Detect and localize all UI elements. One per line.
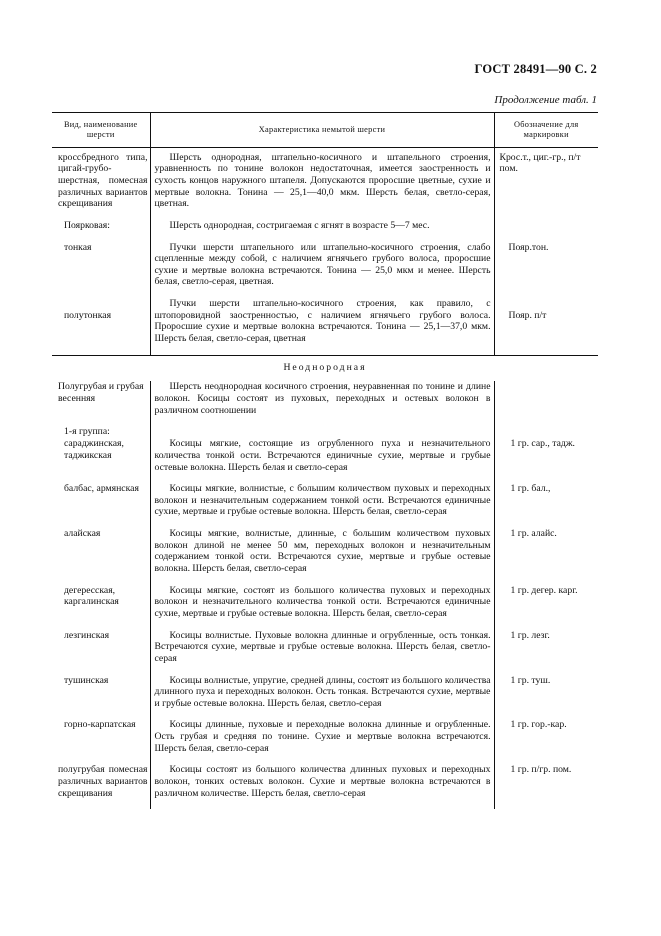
table-row (52, 220, 598, 242)
cell-marking: 1 гр. лезг. (510, 629, 550, 641)
column-header-characteristic: Характеристика немытой шерсти (150, 113, 494, 148)
cell-characteristic (150, 528, 494, 585)
cell-characteristic (150, 675, 494, 720)
table-row (52, 528, 598, 585)
cell-type: балбас, армянская (64, 483, 139, 495)
table-continuation-label: Продолжение табл. 1 (494, 94, 597, 106)
table-row (52, 675, 598, 720)
cell-marking: 1 гр. бал., (510, 483, 551, 495)
cell-marking (494, 220, 598, 242)
wool-characteristics-table (52, 112, 598, 809)
cell-marking: 1 гр. алайс. (510, 528, 557, 540)
cell-characteristic (150, 298, 494, 355)
table-row (52, 585, 598, 630)
table-row (52, 147, 598, 220)
cell-characteristic-text: Шерсть однородная, состригаемая с ягнят в возрасте 5—7 мес. (169, 219, 430, 231)
table-row (52, 764, 598, 809)
cell-characteristic-text: Шерсть неоднородная косичного строения, неуравненная по тонине и длине волокон. Косицы состоят из пуховых, переходных и остевых волокон в различном соотношении (154, 381, 491, 416)
cell-characteristic (150, 630, 494, 675)
cell-type: тонкая (64, 241, 92, 253)
cell-marking: 1 гр. дегер. карг. (510, 584, 578, 596)
table-row (52, 381, 598, 426)
cell-type: тушинская (64, 674, 109, 686)
cell-type: Поярковая: (64, 219, 110, 231)
cell-marking: Крос.т., циг.-гр., п/т пом. (499, 151, 581, 175)
section-heading: Неоднородная (52, 355, 598, 381)
cell-marking: 1 гр. туш. (510, 674, 551, 686)
table-row (52, 426, 598, 483)
cell-characteristic (150, 585, 494, 630)
cell-type: Полугрубая и грубая весенняя (58, 381, 144, 404)
cell-characteristic-text: Пучки шерсти штапельно-косичного строения, как правило, с штопоровидной заостренностью, с наличием ягнячьего грубого волоса. Проросшие сухие и мертвые волокна встречаются. Тонина — 25,1—37,0 мкм. Шерсть белая, светло-серая, цветная (154, 298, 491, 345)
table-row (52, 719, 598, 764)
cell-characteristic-text: Косицы мягкие, волнистые, с большим количеством пуховых и переходных волокон и незначительным содержанием тонкой ости. Встречаются единичные сухие, мертвые и грубые остевые волокна. Шерсть белая, светло-серая (154, 483, 491, 518)
cell-type: алайская (64, 528, 101, 540)
cell-type: горно-карпатская (64, 719, 136, 731)
cell-characteristic-text: Косицы волнистые, упругие, средней длины, состоят из большого количества длинного пуха и переходных волокон. Ость тонкая. Встречаются сухие, мертвые и грубые остевые волокна. Шерсть белая, светло-серая (154, 674, 491, 709)
cell-marking: Пояр. п/т (508, 310, 547, 322)
table-row (52, 242, 598, 299)
column-header-marking: Обозначение для маркировки (494, 113, 598, 148)
cell-type: дегересская, каргалинская (64, 584, 119, 608)
table-header-row (52, 113, 598, 148)
cell-characteristic-text: Косицы волнистые. Пуховые волокна длинные и огрубленные, ость тонкая. Встречаются сухие, мертвые и грубые остевые волокна. Шерсть белая, светло-серая (154, 629, 491, 664)
section-row (52, 355, 598, 381)
cell-marking (494, 381, 598, 426)
table-row (52, 630, 598, 675)
document-header-title: ГОСТ 28491—90 С. 2 (474, 62, 597, 76)
cell-type: полугрубая помесная различных вариантов скрещивания (58, 764, 148, 799)
cell-marking: 1 гр. гор.-кар. (510, 719, 567, 731)
cell-characteristic-text: Косицы мягкие, состоящие из огрубленного пуха и незначительного количества тонкой ости. Встречаются единичные сухие, мертвые и грубые остевые волокна. Шерсть белая и светло-серая (154, 438, 491, 473)
cell-characteristic (150, 220, 494, 242)
cell-characteristic-text: Шерсть однородная, штапельно-косичного и штапельного строения, уравненность по тонине волокон недостаточная, имеется заостренность и сухость концов наружного штапеля. Допускаются проросшие цветные, сухие и мертвые волокна. Тонина — 25,1—40,0 мкм. Шерсть белая, светло-серая, цветная. (154, 151, 491, 210)
cell-characteristic (150, 764, 494, 809)
cell-characteristic-text: Косицы мягкие, состоят из большого количества пуховых и переходных волокон и незначительного количества тонкой ости. Встречаются единичные сухие, мертвые и грубые остевые волокна. Шерсть белая, светло-серая (154, 584, 491, 619)
cell-type: лезгинская (64, 629, 110, 641)
table-row (52, 483, 598, 528)
cell-characteristic (150, 426, 494, 483)
cell-characteristic (150, 719, 494, 764)
cell-marking: 1 гр. п/гр. пом. (510, 764, 572, 776)
cell-characteristic (150, 483, 494, 528)
cell-characteristic (150, 147, 494, 220)
cell-characteristic-text: Косицы мягкие, волнистые, длинные, с большим количеством пуховых волокон длиной не менее 50 мм, переходных волокон и незначительным содержанием тонкой ости. Встречаются сухие, мертвые и грубые остевые волокна. Шерсть белая, светло-серая (154, 528, 491, 575)
cell-type: кроссбредного типа, цигай-грубо-шерстная, помесная различных вариантов скрещивания (58, 151, 148, 210)
cell-marking: Пояр.тон. (508, 241, 549, 253)
table-row (52, 298, 598, 355)
cell-characteristic (150, 381, 494, 426)
cell-characteristic-text: Косицы длинные, пуховые и переходные волокна длинные и огрубленные. Ость грубая и средняя по тонине. Сухие и мертвые волокна встречаются. Шерсть белая, светло-серая (154, 719, 491, 754)
cell-characteristic (150, 242, 494, 299)
cell-characteristic-text: Косицы состоят из большого количества длинных пуховых и переходных волокон, тонких остевых волокон. Сухие и мертвые волокна встречаются в различном количестве. Шерсть белая, светло-серая (154, 764, 491, 799)
cell-characteristic-text: Пучки шерсти штапельного или штапельно-косичного строения, слабо сцепленные между собой, с наличием ягнячьего грубого волоса, проросшие сухие и мертвые волокна встречаются. Тонина — 25,0 мкм и менее. Шерсть белая, светло-серая, цветная. (154, 241, 491, 288)
cell-marking: 1 гр. сар., тадж. (510, 438, 575, 450)
cell-type: 1-я группа: сараджинская, таджикская (64, 426, 124, 461)
column-header-type: Вид, наименование шерсти (52, 113, 150, 148)
cell-type: полутонкая (64, 310, 112, 322)
